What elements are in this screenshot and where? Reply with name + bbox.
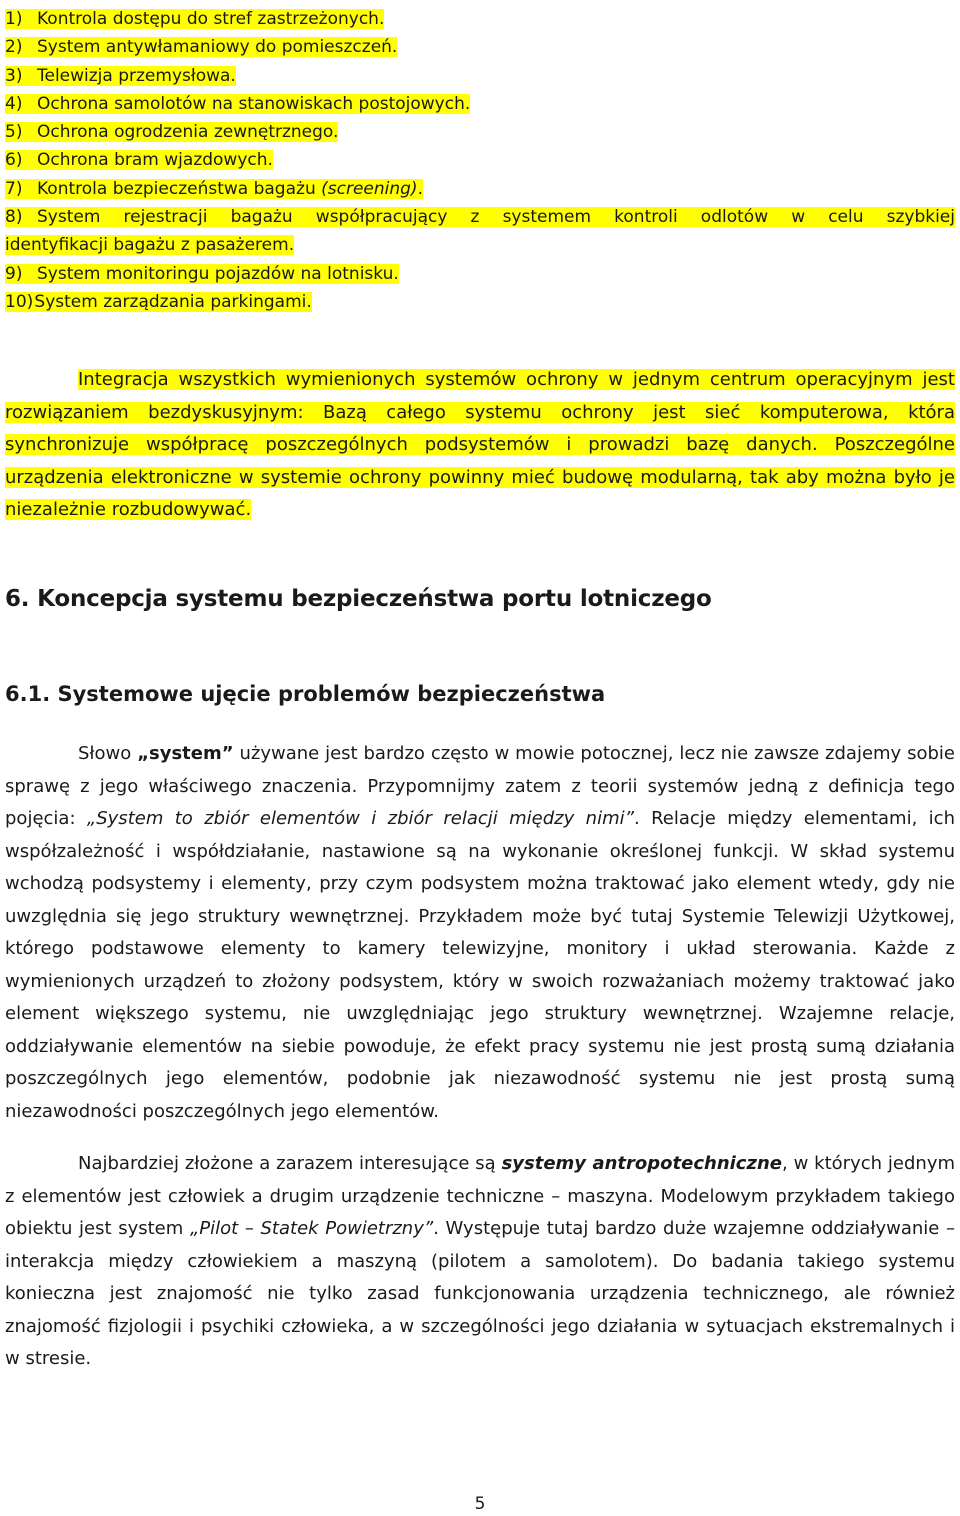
list-number: 8) [5,207,23,228]
highlighted-text: Integracja wszystkich wymienionych systemów ochrony w jednym centrum operacyjnym jest rozwiązaniem bezdyskusyjnym: Bazą całego systemu ochrony jest sieć komputerowa, która synchronizuje współpracę poszczególnych podsystemów i prowadzi bazę danych. Poszczególne urządzenia elektroniczne w systemie ochrony powinny mieć budowę modularną, tak aby można było je niezależnie rozbudowywać. [5,369,955,520]
list-item-continuation: identyfikacji bagażu z pasażerem. [5,235,295,256]
list-item-text: System rejestracji bagażu współpracujący z systemem kontroli odlotów w celu szybkiej [37,207,955,228]
list-item-text: Kontrola dostępu do stref zastrzeżonych. [37,9,385,29]
list-item [5,146,955,174]
list-item [5,62,955,90]
list-item [5,203,955,231]
list-item [5,260,955,288]
page-number: 5 [474,1494,486,1514]
subsection-heading: 6.1. Systemowe ujęcie problemów bezpieczeństwa [5,682,606,706]
list-number: 9) [5,263,23,284]
list-number: 3) [5,65,23,86]
list-number: 4) [5,93,23,114]
list-item-text: Kontrola bezpieczeństwa bagażu [37,178,322,199]
list-item-text: Ochrona bram wjazdowych. [37,150,273,171]
list-number: 10) [5,291,34,312]
list-number: 6) [5,150,23,171]
list-item [5,118,955,146]
list-item [5,90,955,118]
list-number: 1) [5,9,23,29]
body-paragraph-anthropotechnical: Najbardziej złożone a zarazem interesujące są systemy antropotechniczne, w których jednym z elementów jest człowiek a drugim urządzenie techniczne – maszyna. Modelowym przykładem takiego obiektu jest system „Pilot – Statek Powietrzny”. Występuje tutaj bardzo duże wzajemne oddziaływanie – interakcja między człowiekiem a maszyną (pilotem a samolotem). Do badania takiego systemu konieczna jest znajomość nie tylko zasad funkcjonowania urządzenia technicznego, ale również znajomość fizjologii i psychiki człowieka, a w szczególności jego działania w sytuacjach ekstremalnych i w stresie. [5,1153,955,1369]
list-item [5,175,955,203]
bold-italic-term: systemy antropotechniczne [501,1153,782,1174]
body-paragraph-system: Słowo „system” używane jest bardzo często w mowie potocznej, lecz nie zawsze zdajemy sobie sprawę z jego właściwego znaczenia. Przypomnijmy zatem z teorii systemów jedną z definicja tego pojęcia: „System to zbiór elementów i zbiór relacji między nimi”. Relacje między elementami, ich współzależność i współdziałanie, nastawione są na wykonanie określonej funkcji. W skład systemu wchodzą podsystemy i elementy, przy czym podsystem można traktować jako element wtedy, gdy nie uwzględnia się jego struktury wewnętrznej. Przykładem może być tutaj Systemie Telewizji Użytkowej, którego podstawowe elementy to kamery telewizyjne, monitory i układ sterowania. Każde z wymienionych urządzeń to złożony podsystem, który w swoich rozważaniach możemy traktować jako element większego systemu, nie uwzględniając jego struktury wewnętrznej. Wzajemne relacje, oddziaływanie elementów na siebie powoduje, że efekt pracy systemu nie jest prostą sumą działania poszczególnych jego elementów, podobnie jak niezawodność systemu nie jest prostą sumą niezawodności poszczególnych jego elementów. [5,743,955,1122]
list-number: 5) [5,122,23,143]
security-systems-list [5,5,955,316]
list-item-italic-text: (screening) [321,178,418,199]
list-number: 2) [5,37,23,58]
list-item-text: Ochrona ogrodzenia zewnętrznego. [37,122,339,143]
bold-term: „system” [137,743,234,764]
integration-paragraph [5,364,955,527]
list-item-text: System monitoringu pojazdów na lotnisku. [37,263,399,284]
list-item [5,33,955,61]
list-item-text-end: . [417,178,423,199]
section-heading: 6. Koncepcja systemu bezpieczeństwa portu lotniczego [5,586,712,612]
list-item-text: Telewizja przemysłowa. [37,65,236,86]
list-item [5,288,955,316]
list-number: 7) [5,178,23,199]
list-item-text: System zarządzania parkingami. [34,291,312,312]
list-item-text: Ochrona samolotów na stanowiskach postojowych. [37,93,471,114]
italic-definition: „System to zbiór elementów i zbiór relacji między nimi” [86,808,634,829]
list-item-text: System antywłamaniowy do pomieszczeń. [37,37,398,58]
list-item [5,5,955,33]
italic-example: „Pilot – Statek Powietrzny” [189,1218,434,1239]
